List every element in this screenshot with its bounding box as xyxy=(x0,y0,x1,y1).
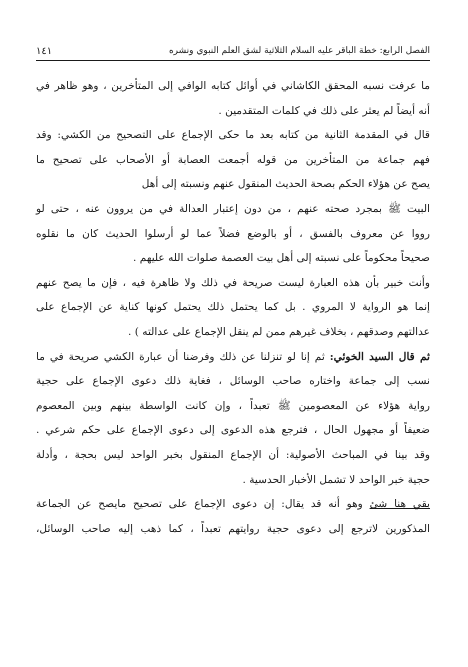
text-line xyxy=(36,394,430,419)
line-text: نسب إلى جماعة واختاره صاحب الوسائل ، فغاية ذلك دعوى الإجماع على حجية xyxy=(36,375,430,388)
line-text: صحيحاً محكوماً على نسبته إلى أهل بيت العصمة صلوات الله عليهم . xyxy=(133,252,430,265)
line-text: البيت ﷺ بمجرد صحته عنهم ، من دون إعتبار العدالة في من يروون عنه ، حتى لو xyxy=(36,202,430,215)
line-text: يصح عن هؤلاء الحكم بصحة الحديث المنقول عنهم ونسبته إلى أهل xyxy=(141,178,430,191)
line-text: حجية خبر الواحد لا تشمل الأخبار الحدسية . xyxy=(242,473,430,486)
text-line xyxy=(36,197,430,222)
line-text: عدالتهم وصدقهم ، بخلاف غيرهم ممن لم ينقل الإجماع على عدالته ) . xyxy=(128,325,430,338)
text-line xyxy=(36,74,430,99)
text-line xyxy=(36,369,430,394)
text-line xyxy=(36,418,430,443)
text-line xyxy=(36,271,430,296)
running-title: الفصل الرابع: خطة الباقر عليه السلام الثلاثية لشق العلم النبوي ونشره xyxy=(168,46,430,56)
text-line xyxy=(36,123,430,148)
text-line xyxy=(36,246,430,271)
line-text: رواية هؤلاء عن المعصومين ﷺ تعبداً ، وإن كانت الواسطة بينهم وبين المعصوم xyxy=(36,399,430,412)
line-text: رووا عن معروف بالفسق ، أو بالوضع فضلاً عما لو أرسلوا الحديث كان ما نقلوه xyxy=(36,227,430,240)
page-number: ١٤١ xyxy=(36,45,53,57)
text-line xyxy=(36,320,430,345)
speaker-lead: ثم قال السيد الخوئي: xyxy=(329,350,430,363)
line-text: أنه أيضاً لم يعثر على ذلك في كلمات المتقدمين . xyxy=(218,104,430,117)
underlined-phrase: بقي هنا شئ xyxy=(369,498,430,511)
text-line xyxy=(36,468,430,493)
text-line xyxy=(36,492,430,517)
line-text: قال في المقدمة الثانية من كتابه بعد ما حكى الإجماع على التصحيح من الكشي: وقد xyxy=(36,129,430,142)
text-line xyxy=(36,443,430,468)
line-text: ما عرفت نسبه المحقق الكاشاني في أوائل كتابه الوافي إلى المتأخرين ، وهو ظاهر في xyxy=(36,80,430,92)
line-text: ثم إنا لو تنزلنا عن ذلك وفرضنا أن عبارة الكشي صريحة في ما xyxy=(36,350,330,363)
text-line xyxy=(36,295,430,320)
text-line xyxy=(36,517,430,542)
line-text: ضعيفاً أو مجهول الحال ، فترجع هذه الدعوى إلى دعوى الإجماع على حكم شرعي . xyxy=(36,424,430,437)
line-text: المذكورين لاترجع إلى دعوى حجية روايتهم تعبداً ، كما ذهب إليه صاحب الوسائل، xyxy=(36,522,430,535)
running-header xyxy=(36,42,430,61)
line-text: وأنت خبير بأن هذه العبارة ليست صريحة في ذلك ولا ظاهرة فيه ، فإن ما يصح عنهم xyxy=(36,276,430,289)
body-text xyxy=(36,74,430,541)
text-line xyxy=(36,148,430,173)
line-text: وقد بينا في المباحث الأصولية: أن الإجماع المنقول بخبر الواحد ليس بحجة ، وأدلة xyxy=(36,448,430,461)
text-line xyxy=(36,345,430,370)
text-line xyxy=(36,222,430,247)
text-line xyxy=(36,99,430,124)
text-line xyxy=(36,172,430,197)
line-text: فهم جماعة من المتأخرين من قوله أجمعت العصابة أو الأصحاب على تصحيح ما xyxy=(36,153,430,166)
line-text: وهو أنه قد يقال: إن دعوى الإجماع على تصحيح مايصح عن الجماعة xyxy=(36,498,370,511)
line-text: إنما هو الرواية لا المروي . بل كما يحتمل ذلك يحتمل كونها كناية عن الإجماع على xyxy=(36,301,430,314)
